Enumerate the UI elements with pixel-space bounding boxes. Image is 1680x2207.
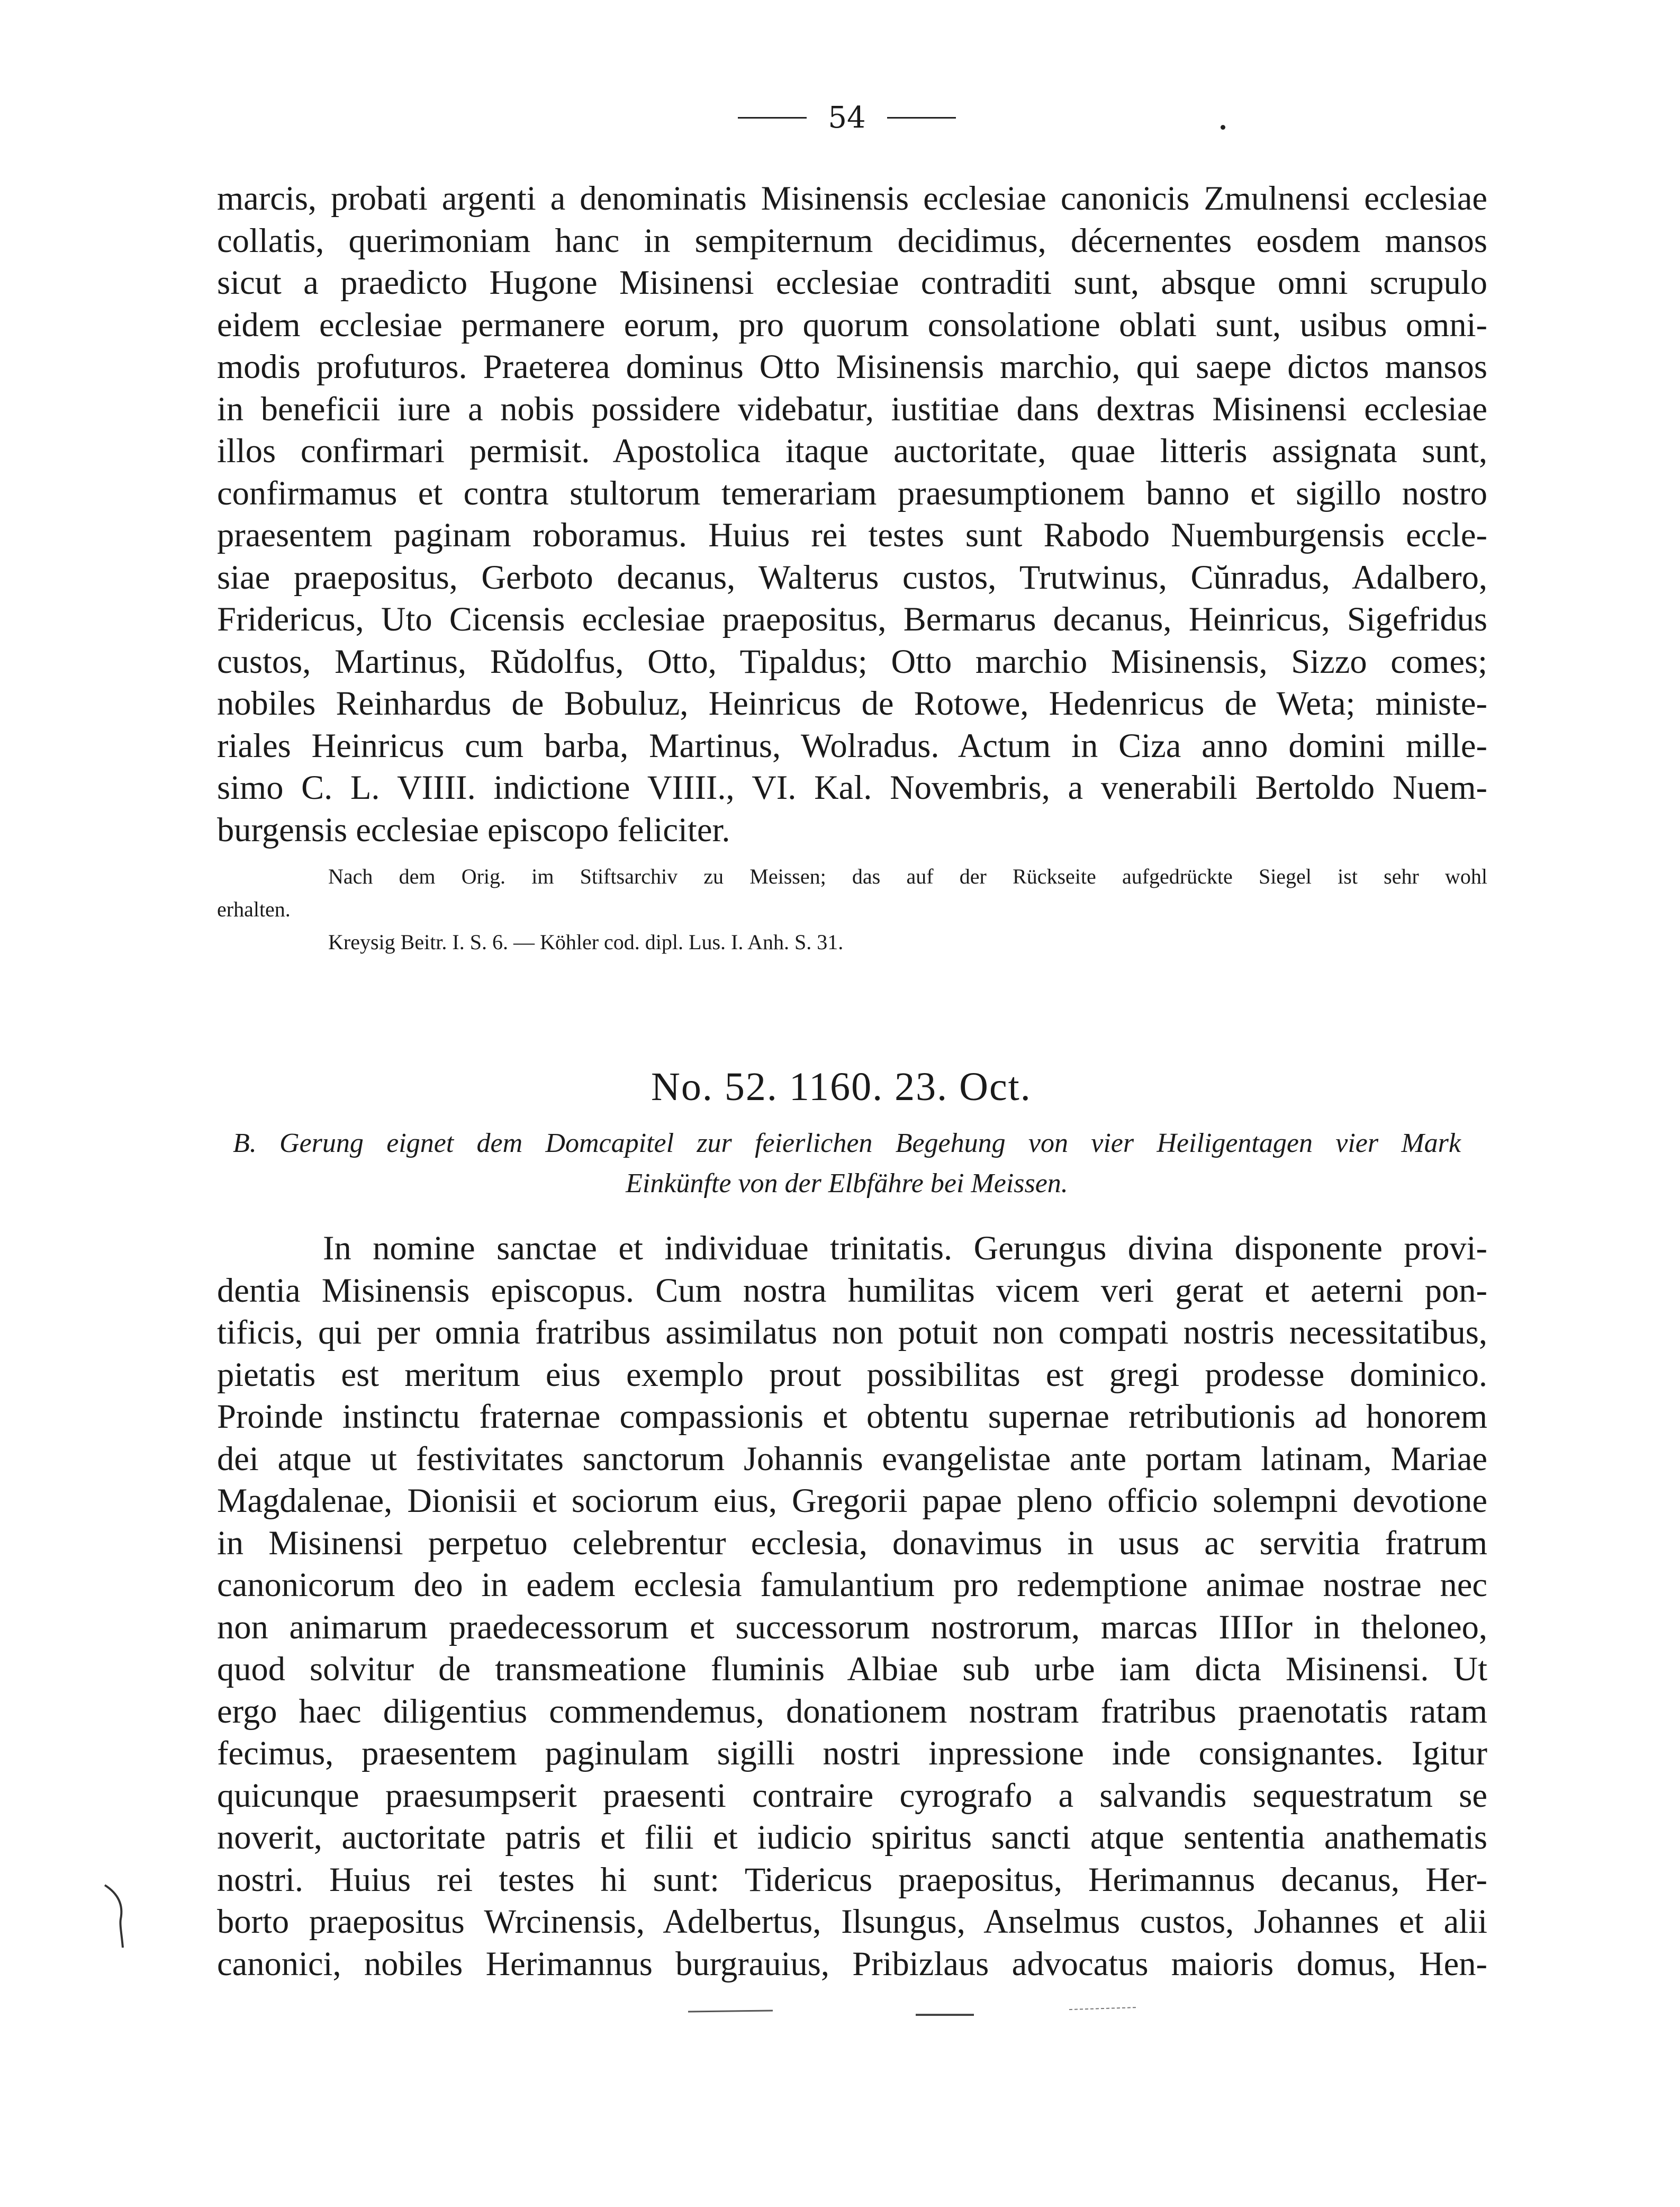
page-number: 54	[828, 101, 866, 135]
charter-summary	[233, 1123, 1461, 1204]
print-specks	[678, 2006, 1260, 2028]
text-line: riales Heinricus cum barba, Martinus, Wolradus. Actum in Ciza anno domini mille-	[217, 726, 1487, 764]
text-line: collatis, querimoniam hanc in sempiternum decidimus, décernentes eosdem mansos	[217, 221, 1487, 259]
bibliography-line: Kreysig Beitr. I. S. 6. — Köhler cod. dipl. Lus. I. Anh. S. 31.	[328, 930, 844, 954]
summary-line: Einkünfte von der Elbfähre bei Meissen.	[626, 1168, 1068, 1199]
margin-dot	[1221, 125, 1225, 130]
text-line: Proinde instinctu fraternae compassionis et obtentu supernae retributionis ad honorem	[217, 1398, 1487, 1435]
text-line: siae praepositus, Gerboto decanus, Walterus custos, Trutwinus, Cŭnradus, Adalbero,	[217, 558, 1487, 596]
text-line: simo C. L. VIIII. indictione VIIII., VI. Kal. Novembris, a venerabili Bertoldo Nuem-	[217, 769, 1487, 806]
text-line: tificis, qui per omnia fratribus assimilatus non potuit non compati nostris necessitatibus,	[217, 1313, 1487, 1351]
text-line: borto praepositus Wrcinensis, Adelbertus, Ilsungus, Anselmus custos, Johannes et alii	[217, 1903, 1487, 1940]
text-line: modis profuturos. Praeterea dominus Otto Misinensis marchio, qui saepe dictos mansos	[217, 348, 1487, 385]
text-line: nostri. Huius rei testes hi sunt: Tidericus praepositus, Herimannus decanus, Her-	[217, 1860, 1487, 1898]
text-line: in Misinensi perpetuo celebrentur ecclesia, donavimus in usus ac servitia fratrum	[217, 1524, 1487, 1562]
rule-right	[887, 117, 956, 119]
text-line: ergo haec diligentius commendemus, donationem nostram fratribus praenotatis ratam	[217, 1692, 1487, 1730]
text-line: custos, Martinus, Rŭdolfus, Otto, Tipaldus; Otto marchio Misinensis, Sizzo comes;	[217, 642, 1487, 680]
text-line: praesentem paginam roboramus. Huius rei testes sunt Rabodo Nuemburgensis eccle-	[217, 516, 1487, 554]
text-line: canonici, nobiles Herimannus burgrauius, Pribizlaus advocatus maioris domus, Hen-	[217, 1944, 1487, 1983]
text-line: Magdalenae, Dionisii et sociorum eius, Gregorii papae pleno officio solempni devotione	[217, 1482, 1487, 1519]
source-note-line: Nach dem Orig. im Stiftsarchiv zu Meissen; das auf der Rückseite aufgedrückte Siegel ist sehr wohl	[328, 864, 1487, 888]
text-line: dentia Misinensis episcopus. Cum nostra humilitas vicem veri gerat et aeterni pon-	[217, 1271, 1487, 1309]
charter-heading: No. 52. 1160. 23. Oct.	[651, 1065, 1032, 1109]
charter-51-text	[217, 177, 1487, 851]
text-line: eidem ecclesiae permanere eorum, pro quorum consolatione oblati sunt, usibus omni-	[217, 305, 1487, 344]
text-line: nobiles Reinhardus de Bobuluz, Heinricus de Rotowe, Hedenricus de Weta; ministe-	[217, 684, 1487, 722]
text-line: illos confirmari permisit. Apostolica itaque auctoritate, quae litteris assignata sunt,	[217, 432, 1487, 470]
summary-line: B. Gerung eignet dem Domcapitel zur feierlichen Begehung von vier Heiligentagen vier Mark	[233, 1128, 1461, 1158]
text-line: marcis, probati argenti a denominatis Misinensis ecclesiae canonicis Zmulnensi ecclesiae	[217, 179, 1487, 217]
rule-left	[738, 117, 807, 119]
text-line: sicut a praedicto Hugone Misinensi ecclesiae contraditi sunt, absque omni scrupulo	[217, 264, 1487, 301]
text-line: In nomine sanctae et individuae trinitatis. Gerungus divina disponente provi-	[323, 1229, 1487, 1267]
text-line: non animarum praedecessorum et successorum nostrorum, marcas IIIIor in theloneo,	[217, 1608, 1487, 1646]
text-line: quicunque praesumpserit praesenti contraire cyrografo a salvandis sequestratum se	[217, 1776, 1487, 1814]
text-line: canonicorum deo in eadem ecclesia famulantium pro redemptione animae nostrae nec	[217, 1566, 1487, 1604]
page-number-header	[720, 101, 974, 135]
text-line: Fridericus, Uto Cicensis ecclesiae praepositus, Bermarus decanus, Heinricus, Sigefridus	[217, 600, 1487, 638]
text-line: dei atque ut festivitates sanctorum Johannis evangelistae ante portam latinam, Mariae	[217, 1439, 1487, 1478]
text-line: quod solvitur de transmeatione fluminis Albiae sub urbe iam dicta Misinensi. Ut	[217, 1650, 1487, 1688]
source-note-line: erhalten.	[217, 897, 291, 921]
text-line: noverit, auctoritate patris et filii et iudicio spiritus sancti atque sententia anathematis	[217, 1818, 1487, 1856]
text-line: fecimus, praesentem paginulam sigilli nostri inpressione inde consignantes. Igitur	[217, 1734, 1487, 1772]
text-line: confirmamus et contra stultorum temerariam praesumptionem banno et sigillo nostro	[217, 474, 1487, 512]
source-note	[217, 860, 1487, 959]
text-line: pietatis est meritum eius exemplo prout possibilitas est gregi prodesse dominico.	[217, 1355, 1487, 1393]
text-line: burgensis ecclesiae episcopo feliciter.	[217, 810, 730, 849]
text-line: in beneficii iure a nobis possidere videbatur, iustitiae dans dextras Misinensi ecclesiae	[217, 390, 1487, 428]
charter-52-text	[217, 1227, 1487, 1985]
margin-mark	[101, 1882, 132, 1951]
